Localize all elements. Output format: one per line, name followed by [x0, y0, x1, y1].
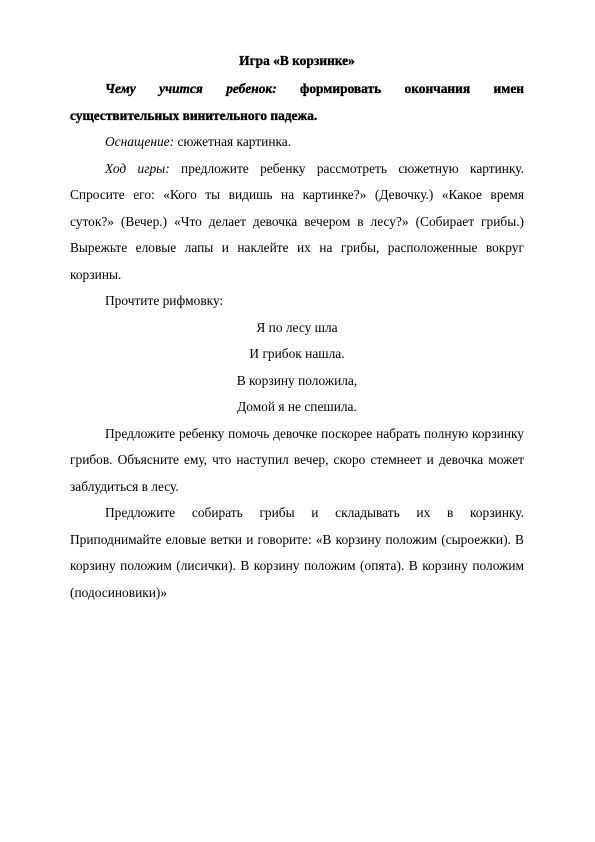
read-rhyme-paragraph: Прочтите рифмовку: [105, 293, 224, 308]
equipment-paragraph [70, 129, 524, 156]
procedure-text: предложите ребенку рассмотреть сюжетную картинку. Спросите его: «Кого ты видишь на картинке?» (Девочку.) «Какое время суток?» (Вечер.) «Что делает девочка вечером в лесу?» (Собирает грибы.) Вырежьте еловые лапы и наклейте их на грибы, расположенные вокруг корзины. [70, 160, 524, 282]
procedure-paragraph [70, 156, 524, 289]
procedure-label: Ход игры: [105, 160, 170, 176]
goal-label: Чему учится ребенок: [105, 81, 277, 96]
poem-line: В корзину положила, [236, 372, 358, 388]
document-page [70, 48, 524, 606]
poem-line: Домой я не спешила. [237, 399, 357, 414]
collect-paragraph: Предложите собирать грибы и складывать их в корзинку. Приподнимайте еловые ветки и говорите: «В корзину положим (сыроежки). В корзину положим (лисички). В корзину положим (опята). В корзину положим (подосиновики)» [70, 505, 524, 600]
goal-paragraph [70, 76, 524, 129]
poem [70, 315, 524, 421]
help-paragraph: Предложите ребенку помочь девочке поскорее набрать полную корзинку грибов. Объясните ему, что наступил вечер, скоро стемнеет и девочка может заблудиться в лесу. [70, 425, 524, 494]
equipment-label: Оснащение: [105, 134, 175, 149]
equipment-text: сюжетная картинка. [174, 134, 292, 149]
poem-line: Я по лесу шла [256, 319, 338, 335]
goal-text: формировать окончания имен существительных винительного падежа. [70, 81, 524, 123]
document-title: Игра «В корзинке» [239, 53, 355, 68]
poem-line: И грибок нашла. [249, 346, 345, 361]
